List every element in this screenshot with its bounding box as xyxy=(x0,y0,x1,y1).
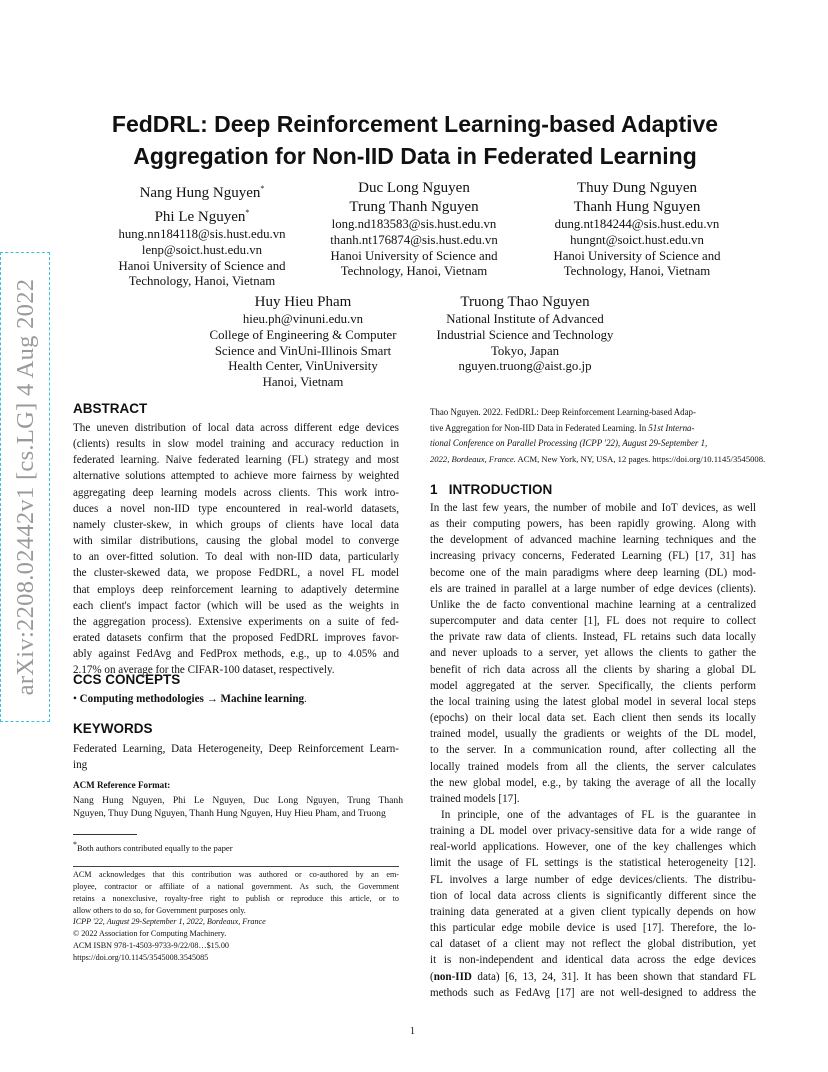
copyright-meta: ICPP '22, August 29-September 1, 2022, Bordeaux, France © 2022 Association for Computing Machinery. ACM ISBN 978-1-4503-9733-9/22/08…$15.00 https://doi.org/10.1145/3545008.3545085 xyxy=(73,917,266,962)
text-line: locally trained models from all the clients, the server calculates xyxy=(430,760,756,773)
author-block-5 xyxy=(414,293,636,375)
ccs-item: • Computing methodologies → Machine learning. xyxy=(73,693,307,705)
intro-heading: 1 INTRODUCTION xyxy=(430,482,553,497)
text-line: it is non-independent and identical data across the edge devices xyxy=(430,954,756,967)
text-line: In the last few years, the number of mobile and IoT devices, as well xyxy=(430,502,756,514)
author-affiliation: Hanoi University of Science and xyxy=(553,248,721,263)
author-affiliation: Industrial Science and Technology xyxy=(436,327,614,342)
text-line: namely cluster-skew, in which groups of clients have local data xyxy=(73,518,399,531)
text-line: (epochs) on their local data set. Each client then sends its locally xyxy=(430,712,756,725)
text-line: increasing privacy concerns, Federated Learning (FL) [17, 31] has xyxy=(430,550,756,563)
acm-ref-heading: ACM Reference Format: xyxy=(73,780,171,790)
author-block-4 xyxy=(193,293,413,391)
text-line: ACM acknowledges that this contribution was authored or co-authored by an em- xyxy=(73,870,399,879)
text-line: become one of the main paradigms where deep learning (DL) mod- xyxy=(430,566,756,579)
author-name: Truong Thao Nguyen xyxy=(460,294,590,310)
keywords-body: Federated Learning, Data Heterogeneity, Deep Reinforcement Learn- ing xyxy=(73,743,399,772)
ccs-heading: CCS CONCEPTS xyxy=(73,672,181,687)
text-line: aggregating deep learning models across clients. This work intro- xyxy=(73,486,399,499)
text-line: as their computing powers, has been rapidly growing. Along with xyxy=(430,518,756,531)
author-email: nguyen.truong@aist.go.jp xyxy=(458,359,592,374)
text-line: the new global model, e.g., by taking the average of all the locally xyxy=(430,776,756,789)
ccs-concept-a: Computing methodologies xyxy=(79,693,204,705)
author-email: long.nd183583@sis.hust.edu.vn xyxy=(331,217,497,231)
author-name: Thuy Dung Nguyen xyxy=(577,180,697,196)
arrow-icon: → xyxy=(206,693,218,705)
author-name: Phi Le Nguyen* xyxy=(154,208,250,225)
text-line: allow others to do so, for Government purposes only. xyxy=(73,905,246,915)
acm-ref-body-left: Nang Hung Nguyen, Phi Le Nguyen, Duc Long Nguyen, Trung Thanh Nguyen, Thuy Dung Nguyen, Thanh Hung Nguyen, Huy Hieu Pham, and Truong xyxy=(73,795,403,820)
text-line: model aggregated at the server. Specifically, the clients perform xyxy=(430,679,756,692)
text-line: retains a nonexclusive, royalty-free right to publish or reproduce this article, or to xyxy=(73,893,399,903)
text-line: cal dataset of a client may not reflect the global distribution, yet xyxy=(430,938,756,951)
author-affiliation: Hanoi University of Science and xyxy=(330,248,498,263)
abstract-body xyxy=(73,420,399,679)
text-line: trained model, usually the gradients or weights of the DL model, xyxy=(430,728,756,741)
author-affiliation: Technology, Hanoi, Vietnam xyxy=(128,274,276,289)
title-line-2: Aggregation for Non-IID Data in Federated Learning xyxy=(133,143,697,169)
author-name: Trung Thanh Nguyen xyxy=(349,199,479,215)
text-line: this particular edge mobile device is used [17]. Therefore, the lo- xyxy=(430,922,756,935)
author-email: hungnt@soict.hust.edu.vn xyxy=(570,232,704,247)
author-name: Thanh Hung Nguyen xyxy=(573,199,701,215)
author-affiliation: Tokyo, Japan xyxy=(490,343,560,358)
text-line: that employs deep reinforcement learning to adaptively determine xyxy=(73,583,399,596)
text-line: methods such as FedAvg [17] are not well-designed to address the xyxy=(430,986,756,999)
footnote-rule xyxy=(73,834,137,835)
text-line: ployee, contractor or affiliate of a national government. As such, the Government xyxy=(73,881,399,891)
text-line: supercomputer and data center [1], FL does not require to collect xyxy=(430,615,756,628)
text-line: federated learning. Naive federated learning (FL) strategy and most xyxy=(73,454,399,467)
author-email: hieu.ph@vinuni.edu.vn xyxy=(242,312,364,326)
text-line: els are trained in parallel at a large number of edge devices (clients). xyxy=(430,582,756,595)
text-line: trained models [17]. xyxy=(430,792,520,805)
bold-term: non-IID xyxy=(433,970,472,983)
text-line: (clients) results in slow model training and accuracy reduction in xyxy=(73,438,399,451)
text-line: 2.17% on average for the CIFAR-100 dataset, respectively. xyxy=(73,664,335,677)
author-block-1 xyxy=(92,179,312,290)
text-line: alternative solutions attempted to achieve more fairness by weighted xyxy=(73,470,399,483)
text-line: the development of advanced machine learning techniques and the xyxy=(430,534,756,547)
copyright-block xyxy=(73,869,399,916)
abstract-heading: ABSTRACT xyxy=(73,401,148,416)
text-line: erated datasets confirm that the proposed FedDRL improves favor- xyxy=(73,632,399,645)
text-line: to the server. In a communication round, after collecting all the xyxy=(430,744,756,757)
text-line: with similar distributions, causing the global model to converge xyxy=(73,535,399,548)
text-line: Unlike the de facto conventional machine learning at a centralized xyxy=(430,598,756,611)
text-line: The uneven distribution of local data across different edge devices xyxy=(73,422,399,434)
author-email: lenp@soict.hust.edu.vn xyxy=(141,242,263,257)
author-block-3 xyxy=(527,179,747,280)
author-affiliation: National Institute of Advanced xyxy=(446,312,604,326)
intro-paragraph-1 xyxy=(430,500,756,807)
arxiv-stamp: arXiv:2208.02442v1 [cs.LG] 4 Aug 2022 xyxy=(0,252,50,722)
author-affiliation: Hanoi University of Science and xyxy=(118,258,286,273)
author-email: dung.nt184244@sis.hust.edu.vn xyxy=(554,217,720,231)
text-line: tion of local data across clients is significantly different since the xyxy=(430,889,756,902)
copyright-rule xyxy=(73,866,399,867)
page-number: 1 xyxy=(410,1026,415,1037)
keywords-heading: KEYWORDS xyxy=(73,721,153,736)
author-affiliation: Health Center, VinUniversity xyxy=(228,359,378,374)
text-line: the private raw data of clients. Instead, FL retains such data locally xyxy=(430,631,756,644)
text-line: limit the usage of FL settings is the statistical heterogeneity [12]. xyxy=(430,857,756,870)
text-line: to an over-fitted solution. To deal with non-IID data, particularly xyxy=(73,551,399,564)
footnote: *Both authors contributed equally to the paper xyxy=(73,840,233,853)
text-line: training a DL model over privacy-sensitive data for a wide range of xyxy=(430,825,756,838)
text-line: (non-IID data) [6, 13, 24, 31]. It has been shown that standard FL xyxy=(430,970,756,983)
text-line: In principle, one of the advantages of FL is the guarantee in xyxy=(441,809,756,821)
ccs-concept-b: Machine learning xyxy=(220,693,305,705)
text-line: and never uploads to a server, yet allows the clients to gather the xyxy=(430,647,756,660)
text-line: the cluster-skewed data, we propose FedDRL, a novel FL model xyxy=(73,567,399,580)
author-affiliation: Technology, Hanoi, Vietnam xyxy=(563,264,711,279)
text-line: each client's impact factor (which will be used as the weights in xyxy=(73,599,399,612)
author-affiliation: Science and VinUni-Illinois Smart xyxy=(214,343,392,358)
intro-paragraph-2 xyxy=(430,807,756,1001)
text-line: FL involves a large number of edge devices/clients. The distribu- xyxy=(430,873,756,886)
text-line: benefit of rich data across all the clients by sharing a global DL xyxy=(430,663,756,676)
author-affiliation: Hanoi, Vietnam xyxy=(262,375,344,390)
author-email: thanh.nt176874@sis.hust.edu.vn xyxy=(330,232,498,247)
text-line: duces a novel non-IID type encountered in real-world datasets, xyxy=(73,502,399,515)
text-line: ably against FedAvg and FedProx methods, e.g., up to 4.05% and xyxy=(73,648,399,661)
author-affiliation: College of Engineering & Computer xyxy=(209,327,397,342)
text-line: the aggregation process). Extensive experiments on a suite of fed- xyxy=(73,615,399,628)
author-affiliation: Technology, Hanoi, Vietnam xyxy=(340,264,488,279)
author-name: Duc Long Nguyen xyxy=(358,180,470,196)
title-line-1: FedDRL: Deep Reinforcement Learning-based Adaptive xyxy=(111,111,719,137)
text-line: training data generated at a given client typically depends on how xyxy=(430,905,756,918)
text-line: the local training using the latest global model in several local steps xyxy=(430,695,756,708)
paper-title xyxy=(90,108,740,172)
author-email: hung.nn184118@sis.hust.edu.vn xyxy=(118,227,286,241)
author-name: Nang Hung Nguyen* xyxy=(139,184,265,201)
text-line: real-world applications. However, one of the key challenges which xyxy=(430,841,756,854)
bullet: • xyxy=(73,693,77,705)
author-name: Huy Hieu Pham xyxy=(254,294,352,310)
acm-ref-body-right: Thao Nguyen. 2022. FedDRL: Deep Reinforcement Learning-based Adap- tive Aggregation for Non-IID Data in Federated Learning. In 51st Interna- tional Conference on Parallel Processing (ICPP '22), August 29-September 1, 2022, Bordeaux, France. ACM, New York, NY, USA, 12 pages. https://doi.org/10.1145/3545008. xyxy=(430,407,766,464)
author-block-2 xyxy=(304,179,524,280)
